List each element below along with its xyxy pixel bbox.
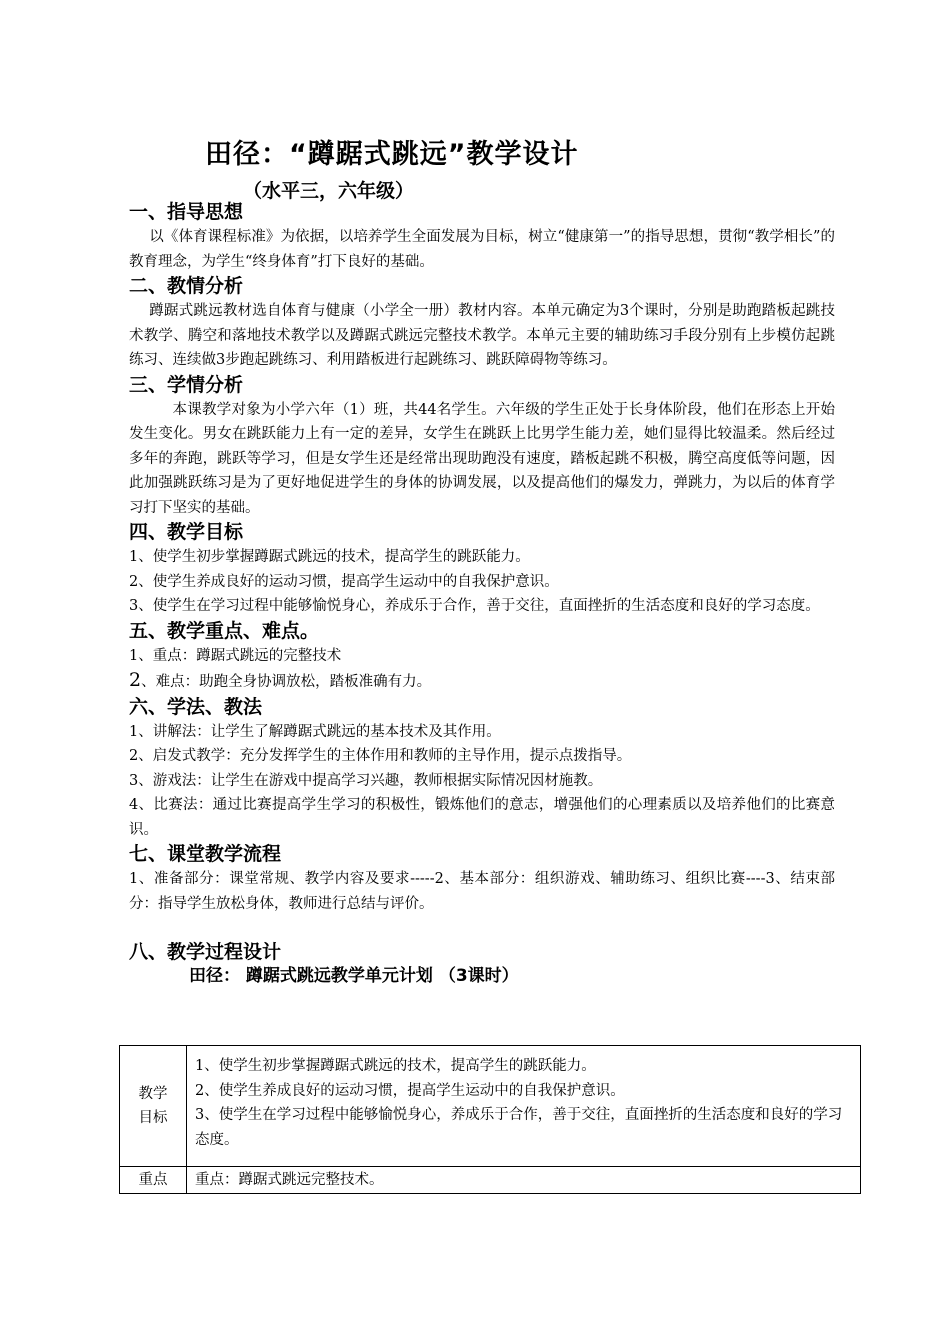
- table-row: [120, 1046, 861, 1167]
- page-title: 田径：“蹲踞式跳远”教学设计: [205, 139, 579, 170]
- section-paragraph: 蹲踞式跳远教材选自体育与健康（小学全一册）教材内容。本单元确定为3个课时，分别是助跑踏板起跳技术教学、腾空和落地技术教学以及蹲踞式跳远完整技术教学。本单元主要的辅助练习手段分别有上步模仿起跳练习、连续做3步跑起跳练习、利用踏板进行起跳练习、跳跃障碍物等练习。: [129, 303, 835, 368]
- list-item: 4、比赛法：通过比赛提高学生学习的积极性，锻炼他们的意志，增强他们的心理素质以及培养他们的比赛意识。: [129, 797, 835, 838]
- section-heading-material-analysis: 二、教情分析: [129, 275, 244, 297]
- list-item: 1、使学生初步掌握蹲踞式跳远的技术，提高学生的跳跃能力。: [129, 549, 530, 565]
- label-text: 教学目标: [138, 1086, 168, 1126]
- section-heading-process-design: 八、教学过程设计: [129, 941, 282, 963]
- section-heading-key-points: 五、教学重点、难点。: [129, 619, 320, 642]
- list-number: 2: [129, 669, 142, 691]
- table-list-item: 1、使学生初步掌握蹲踞式跳远的技术，提高学生的跳跃能力。: [195, 1058, 596, 1074]
- unit-plan-table: [119, 1045, 861, 1194]
- section-paragraph: 本课教学对象为小学六年（1）班，共44名学生。六年级的学生正处于长身体阶段，他们在形态上开始发生变化。男女在跳跃能力上有一定的差异，女学生在跳跃上比男学生能力差，她们显得比较温柔。然后经过多年的奔跑，跳跃等学习，但是女学生还是经常出现助跑没有速度，踏板起跳不积极，腾空高度低等问题，因此加强跳跃练习是为了更好地促进学生的身体的协调发展，以及提高他们的爆发力，弹跳力，为以后的体育学习打下坚实的基础。: [129, 401, 835, 516]
- section-heading-methods: 六、学法、教法: [129, 695, 263, 718]
- list-text: 、难点：助跑全身协调放松，踏板准确有力。: [141, 674, 432, 690]
- section-heading-class-flow: 七、课堂教学流程: [129, 843, 282, 865]
- section-paragraph: 以《体育课程标准》为依据，以培养学生全面发展为目标，树立“健康第一”的指导思想，贯彻“教学相长”的教育理念，为学生“终身体育”打下良好的基础。: [129, 229, 835, 270]
- document-body: [129, 200, 835, 987]
- page-subtitle: （水平三，六年级）: [243, 180, 415, 202]
- table-cell-goals: [187, 1046, 861, 1167]
- list-item: 3、游戏法：让学生在游戏中提高学习兴趣，教师根据实际情况因材施教。: [129, 772, 603, 789]
- list-item: 3、使学生在学习过程中能够愉悦身心，养成乐于合作，善于交往，直面挫折的生活态度和良好的学习态度。: [129, 598, 820, 614]
- table-label-key-point: 重点: [120, 1167, 187, 1194]
- list-item: 1、重点：蹲踞式跳远的完整技术: [129, 647, 342, 664]
- section-heading-teaching-goals: 四、教学目标: [129, 521, 244, 543]
- list-item: 2、使学生养成良好的运动习惯，提高学生运动中的自我保护意识。: [129, 573, 559, 590]
- list-item: 2、启发式教学：充分发挥学生的主体作用和教师的主导作用，提示点拨指导。: [129, 748, 632, 764]
- list-item: 1、讲解法：让学生了解蹲踞式跳远的基本技术及其作用。: [129, 723, 501, 740]
- unit-plan-title: 田径： 蹲踞式跳远教学单元计划 （3课时）: [189, 966, 519, 986]
- table-label-goals: [120, 1046, 187, 1167]
- table-list-item: 2、使学生养成良好的运动习惯，提高学生运动中的自我保护意识。: [195, 1082, 625, 1099]
- spacer: [129, 916, 835, 940]
- table-row: [120, 1167, 861, 1194]
- list-item: [129, 668, 835, 695]
- list-item: 1、准备部分：课堂常规、教学内容及要求-----2、基本部分：组织游戏、辅助练习、组织比赛----3、结束部分：指导学生放松身体，教师进行总结与评价。: [129, 871, 835, 912]
- section-heading-student-analysis: 三、学情分析: [129, 373, 244, 396]
- table-list-item: 3、使学生在学习过程中能够愉悦身心，养成乐于合作，善于交往，直面挫折的生活态度和良好的学习态度。: [195, 1107, 843, 1148]
- table-cell-key-point: 重点：蹲踞式跳远完整技术。: [187, 1167, 861, 1194]
- section-heading-guiding-idea: 一、指导思想: [129, 201, 244, 223]
